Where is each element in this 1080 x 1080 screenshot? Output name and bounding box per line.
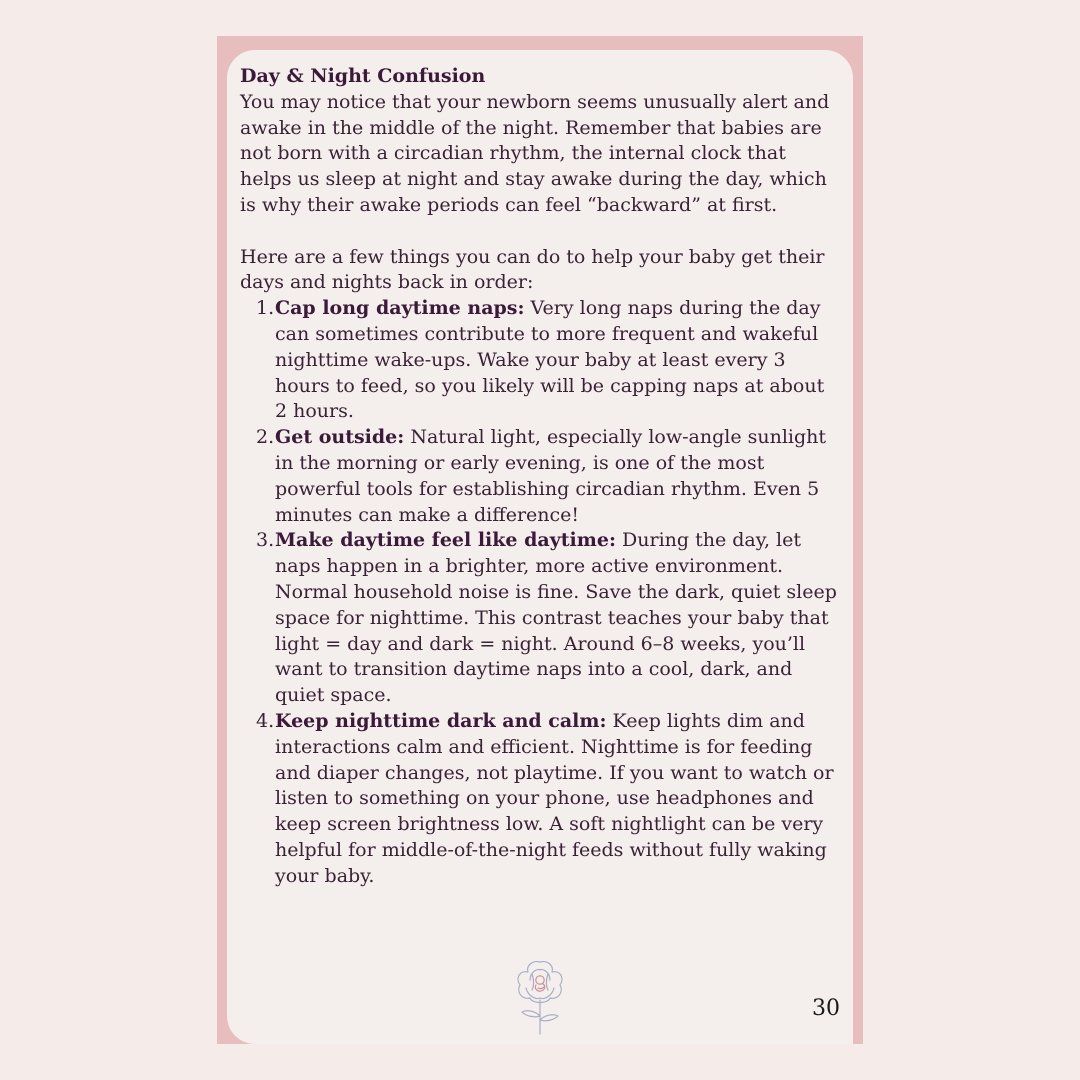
tip-title: Cap long daytime naps: — [275, 297, 525, 320]
tip-text: Keep lights dim and interactions calm and efficient. Nighttime is for feeding and diaper changes, not playtime. If you want to watch or listen to something on your phone, use headphones and keep screen brightness low. A soft nightlight can be very helpful for middle-of-the-night feeds without fully waking your baby. — [275, 709, 834, 887]
tips-list — [240, 296, 840, 889]
list-item — [240, 296, 840, 425]
tip-title: Keep nighttime dark and calm: — [275, 709, 607, 732]
tip-text: Very long naps during the day can sometimes contribute to more frequent and wakeful nighttime wake-ups. Wake your baby at least every 3 hours to feed, so you likely will be capping naps at about 2 hours. — [275, 297, 825, 423]
paragraph-spacer — [240, 219, 840, 245]
page-title: Day & Night Confusion — [240, 65, 486, 87]
list-item — [240, 425, 840, 528]
flower-baby-icon — [512, 958, 568, 1036]
tip-title: Get outside: — [275, 426, 405, 449]
page-content — [240, 64, 840, 890]
tip-text: During the day, let naps happen in a brighter, more active environment. Normal household noise is fine. Save the dark, quiet sleep space for nighttime. This contrast teaches your baby that light = day and dark = night. Around 6–8 weeks, you’ll want to transition daytime naps into a cool, dark, and quiet space. — [275, 529, 837, 707]
list-item — [240, 709, 840, 890]
list-number: 3. — [256, 529, 275, 552]
list-number: 4. — [256, 709, 275, 732]
list-item — [240, 528, 840, 709]
tip-text: Natural light, especially low-angle sunlight in the morning or early evening, is one of the most powerful tools for establishing circadian rhythm. Even 5 minutes can make a difference! — [275, 426, 827, 526]
intro-paragraph: You may notice that your newborn seems unusually alert and awake in the middle of the night. Remember that babies are not born with a circadian rhythm, the internal clock that helps us sleep at night and stay awake during the day, which is why their awake periods can feel “backward” at first. — [240, 90, 830, 216]
list-number: 1. — [256, 297, 275, 320]
page-number: 30 — [812, 996, 840, 1021]
tip-title: Make daytime feel like daytime: — [275, 529, 616, 552]
list-number: 2. — [256, 426, 275, 449]
lead-paragraph: Here are a few things you can do to help your baby get their days and nights back in order: — [240, 245, 825, 294]
